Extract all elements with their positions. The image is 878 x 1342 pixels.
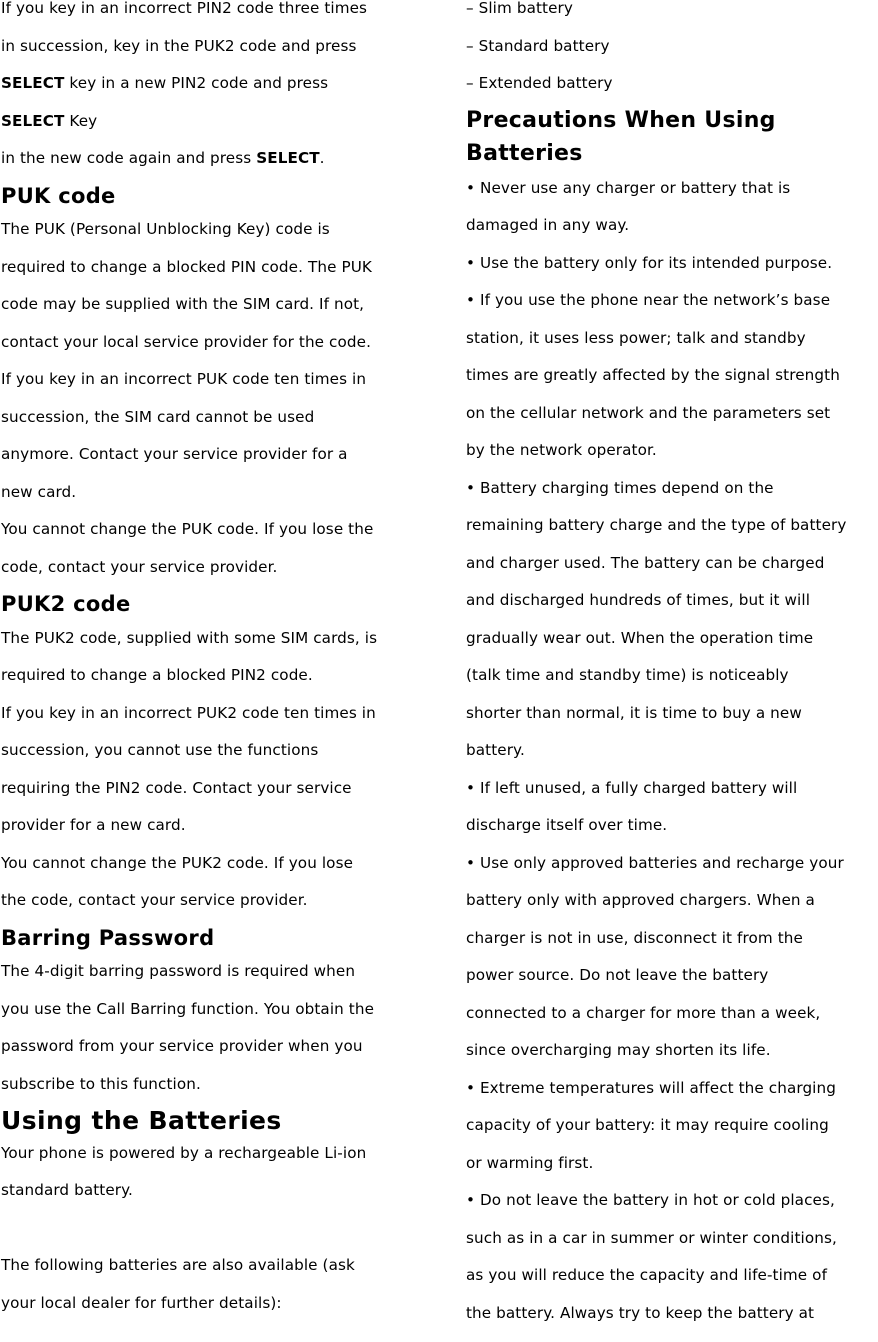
paragraph-line: anymore. Contact your service provider for a xyxy=(1,446,441,484)
paragraph-line: code, contact your service provider. xyxy=(1,559,441,597)
paragraph-line: If you key in an incorrect PIN2 code three times xyxy=(1,0,441,38)
paragraph-line: The PUK2 code, supplied with some SIM cards, is xyxy=(1,630,441,668)
battery-type-item: – Extended battery xyxy=(466,75,878,113)
paragraph-line: discharge itself over time. xyxy=(466,817,878,855)
paragraph-line: You cannot change the PUK2 code. If you lose xyxy=(1,855,441,893)
paragraph-line: the code, contact your service provider. xyxy=(1,892,441,930)
paragraph-line: required to change a blocked PIN code. The PUK xyxy=(1,259,441,297)
paragraph-line: power source. Do not leave the battery xyxy=(466,967,878,1005)
select-keyword: SELECT xyxy=(256,149,319,167)
paragraph-line: contact your local service provider for the code. xyxy=(1,334,441,372)
paragraph-line: requiring the PIN2 code. Contact your service xyxy=(1,780,441,818)
paragraph-line: • Use only approved batteries and recharge your xyxy=(466,855,878,893)
right-column xyxy=(466,0,878,1342)
paragraph-line: by the network operator. xyxy=(466,442,878,480)
line-text: Key xyxy=(64,112,97,130)
select-keyword: SELECT xyxy=(1,74,64,92)
paragraph-line xyxy=(1,150,441,188)
puk-heading: PUK code xyxy=(1,184,441,222)
precautions-heading: Precautions When Using xyxy=(466,109,878,147)
puk2-heading: PUK2 code xyxy=(1,592,441,630)
batteries-heading: Using the Batteries xyxy=(1,1107,441,1145)
paragraph-line: battery only with approved chargers. When a xyxy=(466,892,878,930)
paragraph-line: password from your service provider when you xyxy=(1,1038,441,1076)
paragraph-line: standard battery. xyxy=(1,1182,441,1220)
paragraph-line xyxy=(1,113,441,151)
paragraph-line: If you key in an incorrect PUK code ten times in xyxy=(1,371,441,409)
paragraph-line: such as in a car in summer or winter conditions, xyxy=(466,1230,878,1268)
paragraph-line: The 4-digit barring password is required when xyxy=(1,963,441,1001)
paragraph-line: • If left unused, a fully charged battery will xyxy=(466,780,878,818)
paragraph-line: on the cellular network and the parameters set xyxy=(466,405,878,443)
paragraph-line: you use the Call Barring function. You obtain the xyxy=(1,1001,441,1039)
blank-line xyxy=(1,1220,441,1258)
line-text: in the new code again and press xyxy=(1,149,256,167)
paragraph-line: your local dealer for further details): xyxy=(1,1295,441,1333)
paragraph-line: • Never use any charger or battery that is xyxy=(466,180,878,218)
paragraph-line: • Use the battery only for its intended purpose. xyxy=(466,255,878,293)
paragraph-line: or warming first. xyxy=(466,1155,878,1193)
paragraph-line: since overcharging may shorten its life. xyxy=(466,1042,878,1080)
paragraph-line: times are greatly affected by the signal strength xyxy=(466,367,878,405)
paragraph-line: code may be supplied with the SIM card. If not, xyxy=(1,296,441,334)
paragraph-line: connected to a charger for more than a week, xyxy=(466,1005,878,1043)
paragraph-line: in succession, key in the PUK2 code and press xyxy=(1,38,441,76)
paragraph-line: remaining battery charge and the type of battery xyxy=(466,517,878,555)
barring-heading: Barring Password xyxy=(1,926,441,964)
paragraph-line: the battery. Always try to keep the battery at xyxy=(466,1305,878,1342)
precautions-heading: Batteries xyxy=(466,142,878,180)
paragraph-line: shorter than normal, it is time to buy a new xyxy=(466,705,878,743)
paragraph-line: provider for a new card. xyxy=(1,817,441,855)
paragraph-line: gradually wear out. When the operation time xyxy=(466,630,878,668)
paragraph-line: The following batteries are also available (ask xyxy=(1,1257,441,1295)
battery-type-item: – Standard battery xyxy=(466,38,878,76)
paragraph-line: If you key in an incorrect PUK2 code ten times in xyxy=(1,705,441,743)
select-keyword: SELECT xyxy=(1,112,64,130)
line-text: . xyxy=(320,149,325,167)
paragraph-line: • Extreme temperatures will affect the charging xyxy=(466,1080,878,1118)
line-text: key in a new PIN2 code and press xyxy=(64,74,328,92)
paragraph-line: as you will reduce the capacity and life-time of xyxy=(466,1267,878,1305)
paragraph-line: charger is not in use, disconnect it from the xyxy=(466,930,878,968)
paragraph-line: • If you use the phone near the network’s base xyxy=(466,292,878,330)
paragraph-line: You cannot change the PUK code. If you lose the xyxy=(1,521,441,559)
left-column xyxy=(1,0,441,1332)
paragraph-line: station, it uses less power; talk and standby xyxy=(466,330,878,368)
paragraph-line: • Battery charging times depend on the xyxy=(466,480,878,518)
paragraph-line: capacity of your battery: it may require cooling xyxy=(466,1117,878,1155)
paragraph-line: subscribe to this function. xyxy=(1,1076,441,1114)
paragraph-line: required to change a blocked PIN2 code. xyxy=(1,667,441,705)
paragraph-line: Your phone is powered by a rechargeable Li-ion xyxy=(1,1145,441,1183)
paragraph-line: (talk time and standby time) is noticeably xyxy=(466,667,878,705)
paragraph-line: and discharged hundreds of times, but it will xyxy=(466,592,878,630)
paragraph-line xyxy=(1,75,441,113)
paragraph-line: battery. xyxy=(466,742,878,780)
paragraph-line: damaged in any way. xyxy=(466,217,878,255)
paragraph-line: and charger used. The battery can be charged xyxy=(466,555,878,593)
paragraph-line: succession, the SIM card cannot be used xyxy=(1,409,441,447)
paragraph-line: succession, you cannot use the functions xyxy=(1,742,441,780)
paragraph-line: • Do not leave the battery in hot or cold places, xyxy=(466,1192,878,1230)
battery-type-item: – Slim battery xyxy=(466,0,878,38)
paragraph-line: new card. xyxy=(1,484,441,522)
paragraph-line: The PUK (Personal Unblocking Key) code is xyxy=(1,221,441,259)
